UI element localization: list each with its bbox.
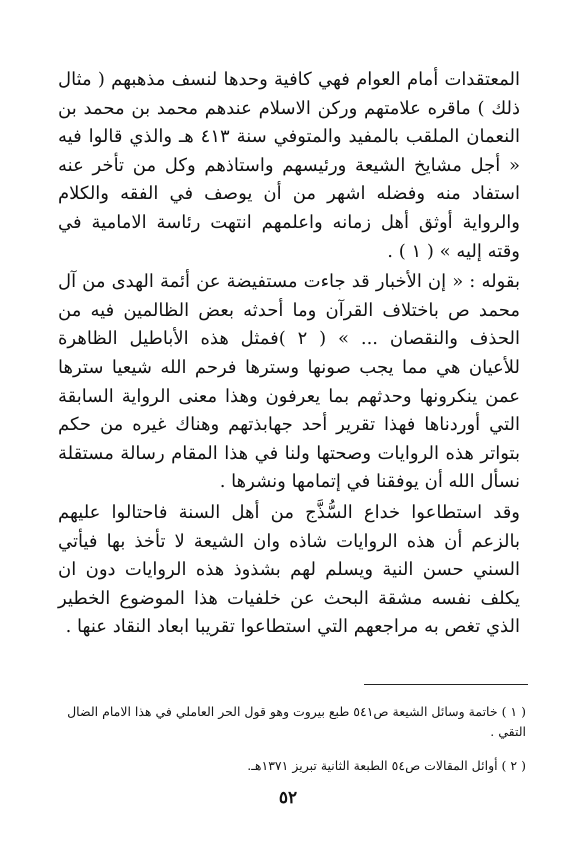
page-number: ٥٢ — [278, 788, 298, 808]
paragraph-2: بقوله : « إن الأخبار قد جاءت مستفيضة عن أئمة الهدى من آل محمد ص باختلاف القرآن وما أحدثه بعض الظالمين فيه من الحذف والنقصان ... » ( ٢ )فمثل هذه الأباطيل الظاهرة للأعيان هي مما يجب صونها وسترها فرحم الله شيعيا سترها عمن ينكرونها وحدثهم بما يعرفون وهذا معنى الرواية السابقة التي أوردناها فهذا تقرير أحد جهابذتهم وهناك غيره من حكم بتواتر هذه الروايات وصحتها ولنا في هذا المقام رسالة مستقلة نسأل الله أن يوفقنا في إتمامها ونشرها . — [58, 271, 520, 493]
footnote-1: ( ١ ) خاتمة وسائل الشيعة ص٥٤١ طبع بيروت وهو قول الحر العاملي في هذا الامام الضال التقي . — [67, 704, 526, 739]
footnotes — [40, 702, 526, 790]
paragraph-1: المعتقدات أمام العوام فهي كافية وحدها لنسف مذهبهم ( مثال ذلك ) ماقره علامتهم وركن الاسلام عندهم محمد بن محمد بن النعمان الملقب بالمفيد والمتوفي سنة ٤١٣ هـ والذي قالوا فيه « أجل مشايخ الشيعة ورئيسهم واستاذهم وكل من تأخر عنه استفاد منه وفضله اشهر من أن يوصف في الفقه والكلام والرواية أوثق أهل زمانه واعلمهم انتهت رئاسة الامامية في وقته إليه » ( ١ ) . — [58, 69, 520, 262]
footnote-separator — [364, 684, 528, 685]
footnote-2: ( ٢ ) أوائل المقالات ص٥٤ الطبعة الثانية تبريز ١٣٧١هـ. — [247, 758, 526, 773]
main-text — [58, 66, 520, 642]
paragraph-3: وقد استطاعوا خداع السُّذَّج من أهل السنة فاحتالوا عليهم بالزعم أن هذه الروايات شاذه وان الشيعة لا تأخذ بها فيأتي السني حسن النية ويسلم لهم بشذوذ هذه الروايات دون ان يكلف نفسه مشقة البحث عن خلفيات هذا الموضوع الخطير الذي تغص به مراجعهم التي استطاعوا تقريبا ابعاد النقاد عنها . — [58, 501, 520, 638]
